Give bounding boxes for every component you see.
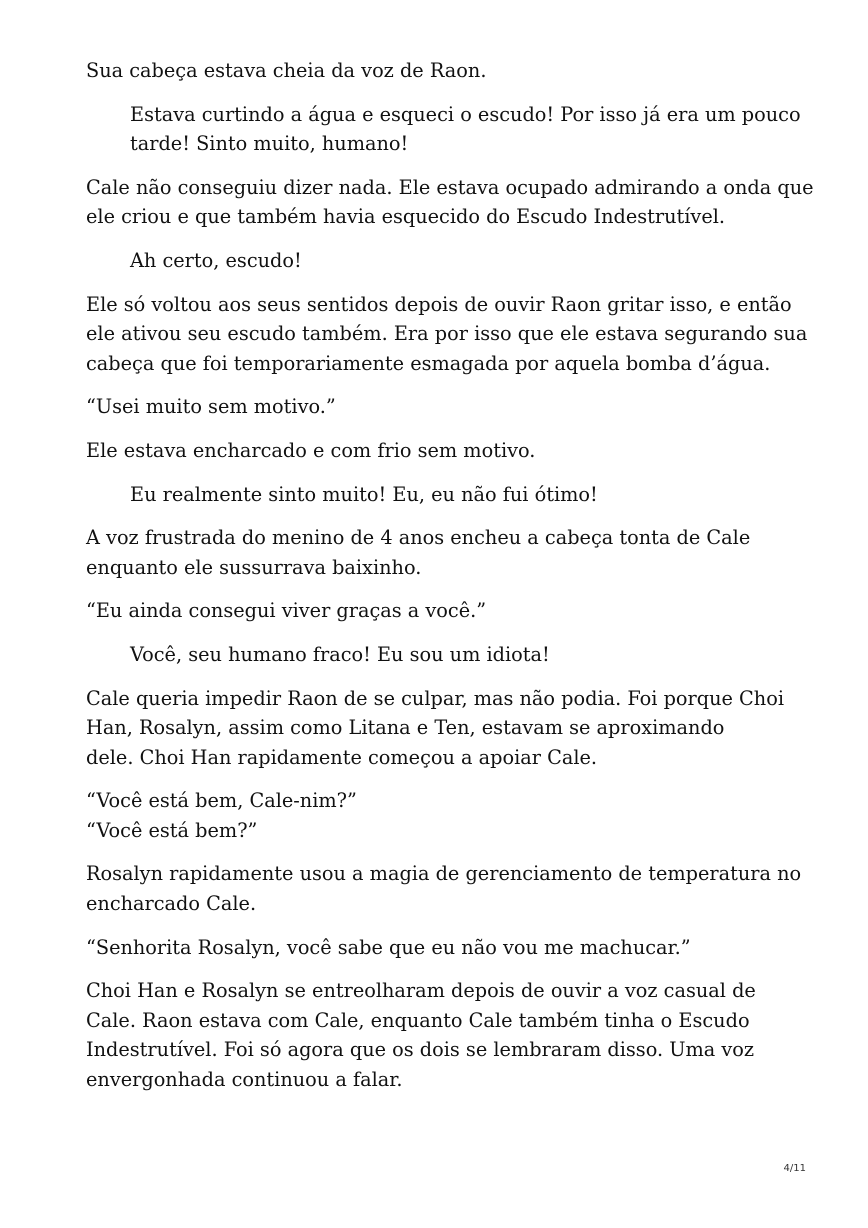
paragraph-gap [86, 919, 786, 933]
text-line: dele. Choi Han rapidamente começou a apoiar Cale. [86, 745, 598, 769]
paragraph [86, 786, 786, 845]
paragraph [86, 933, 786, 963]
page-number: 4/11 [783, 1163, 806, 1174]
telepathic-dialogue-paragraph [86, 640, 786, 670]
text-line: “Você está bem, Cale-nim?” [86, 789, 357, 813]
text-line: “Usei muito sem motivo.” [86, 395, 336, 419]
text-line: Han, Rosalyn, assim como Litana e Ten, estavam se aproximando [86, 716, 725, 740]
paragraph-gap [86, 962, 786, 976]
telepathic-dialogue-paragraph [86, 480, 786, 510]
paragraph [86, 859, 802, 918]
text-line: Choi Han e Rosalyn se entreolharam depois de ouvir a voz casual de [86, 979, 756, 1003]
text-line: Ah certo, escudo! [130, 248, 302, 272]
text-line: Ele estava encharcado e com frio sem motivo. [86, 438, 536, 462]
paragraph-gap [86, 422, 786, 436]
paragraph-gap [86, 378, 786, 392]
text-line: Eu realmente sinto muito! Eu, eu não fui ótimo! [130, 482, 598, 506]
text-line: ele criou e que também havia esquecido do Escudo Indestrutível. [86, 205, 726, 229]
paragraph [86, 976, 786, 1094]
paragraph [86, 596, 786, 626]
text-line: enquanto ele sussurrava baixinho. [86, 555, 422, 579]
paragraph [86, 523, 786, 582]
text-line: Você, seu humano fraco! Eu sou um idiota! [130, 642, 550, 666]
text-line: ele ativou seu escudo também. Era por isso que ele estava segurando sua [86, 322, 808, 346]
paragraph-gap [86, 670, 786, 684]
text-line: “Você está bem?” [86, 818, 258, 842]
paragraph-gap [86, 626, 786, 640]
paragraph-gap [86, 159, 786, 173]
text-line: encharcado Cale. [86, 892, 257, 916]
paragraph [86, 684, 786, 773]
paragraph [86, 436, 786, 466]
text-line: “Eu ainda consegui viver graças a você.” [86, 599, 487, 623]
paragraph-gap [86, 845, 786, 859]
text-line: Cale queria impedir Raon de se culpar, mas não podia. Foi porque Choi [86, 686, 785, 710]
text-line: “Senhorita Rosalyn, você sabe que eu não vou me machucar.” [86, 935, 691, 959]
paragraph [86, 392, 786, 422]
paragraph [86, 56, 786, 86]
paragraph-gap [86, 466, 786, 480]
paragraph-gap [86, 509, 786, 523]
telepathic-dialogue-paragraph [86, 100, 801, 159]
text-line: Estava curtindo a água e esqueci o escudo! Por isso já era um pouco [130, 102, 801, 126]
text-line: Cale. Raon estava com Cale, enquanto Cale também tinha o Escudo [86, 1008, 750, 1032]
text-line: Sua cabeça estava cheia da voz de Raon. [86, 59, 487, 82]
paragraph-gap [86, 232, 786, 246]
paragraph-gap [86, 772, 786, 786]
paragraph [86, 173, 814, 232]
text-line: Ele só voltou aos seus sentidos depois de ouvir Raon gritar isso, e então [86, 292, 792, 316]
paragraph-gap [86, 276, 786, 290]
telepathic-dialogue-paragraph [86, 246, 786, 276]
text-line: Cale não conseguiu dizer nada. Ele estava ocupado admirando a onda que [86, 175, 814, 199]
document-body [86, 56, 814, 1095]
text-line: Indestrutível. Foi só agora que os dois se lembraram disso. Uma voz [86, 1038, 755, 1062]
text-line: A voz frustrada do menino de 4 anos encheu a cabeça tonta de Cale [86, 526, 751, 550]
paragraph [86, 290, 808, 379]
text-line: cabeça que foi temporariamente esmagada por aquela bomba d’água. [86, 351, 771, 375]
text-line: envergonhada continuou a falar. [86, 1068, 403, 1092]
paragraph-gap [86, 582, 786, 596]
text-line: tarde! Sinto muito, humano! [130, 132, 409, 156]
text-line: Rosalyn rapidamente usou a magia de gerenciamento de temperatura no [86, 862, 802, 886]
paragraph-gap [86, 86, 786, 100]
